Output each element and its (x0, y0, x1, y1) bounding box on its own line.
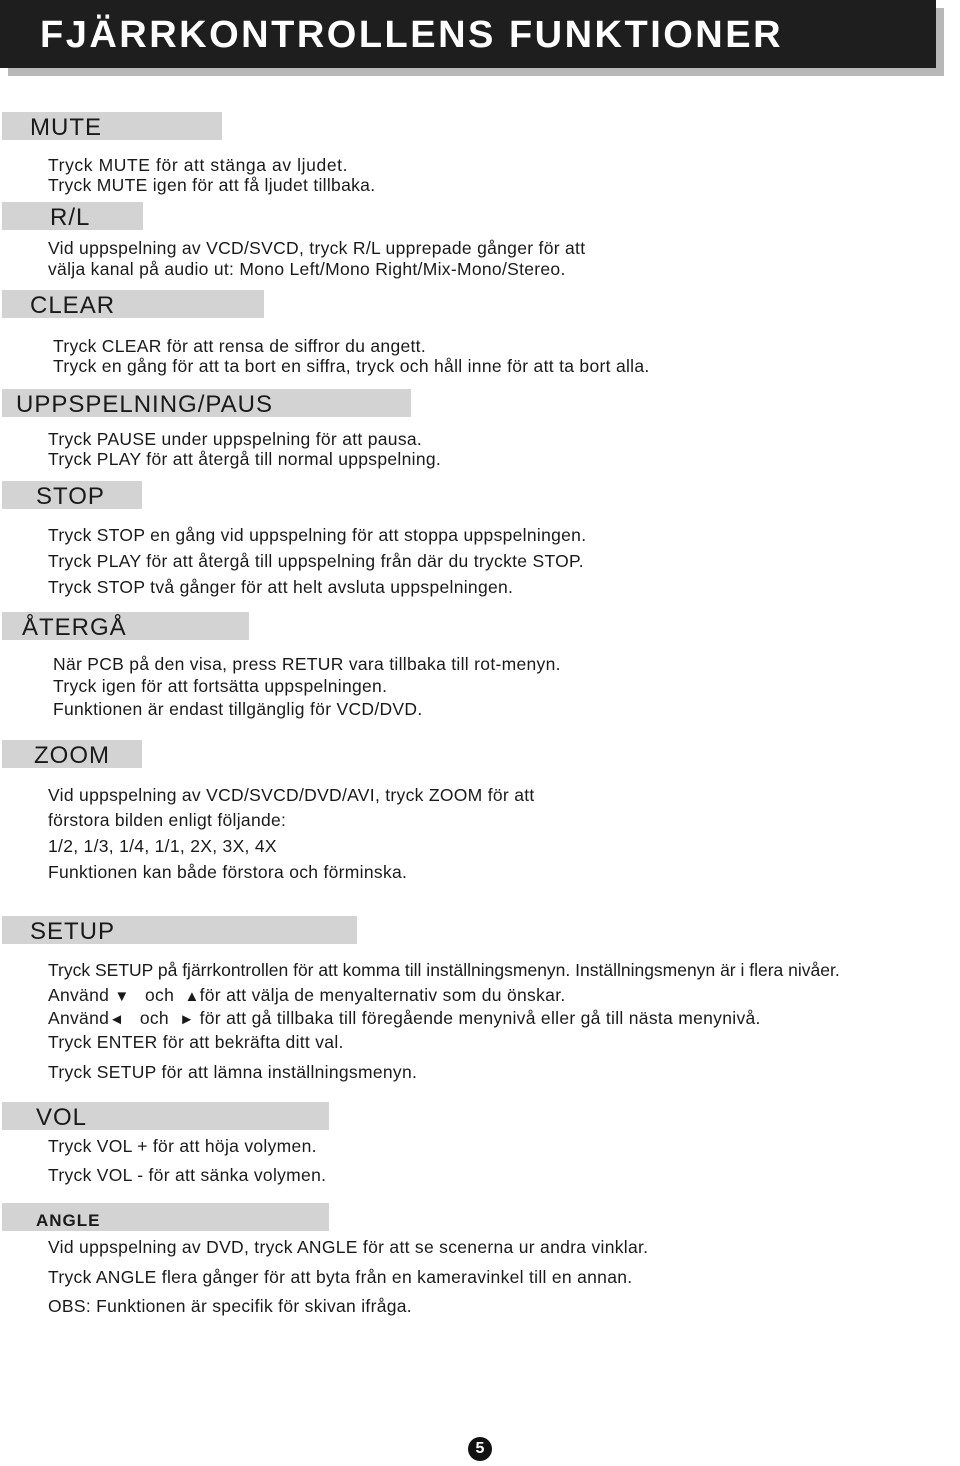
setup-line-3-post: för att gå tillbaka till föregående menynivå eller gå till nästa menynivå. (199, 1008, 761, 1028)
section-heading-rl: R/L (50, 204, 91, 231)
zoom-line-1: Vid uppspelning av VCD/SVCD/DVD/AVI, tryck ZOOM för att (48, 785, 535, 805)
zoom-line-2: förstora bilden enligt följande: (48, 810, 287, 830)
section-heading-clear: CLEAR (30, 292, 116, 319)
section-heading-angle: ANGLE (36, 1211, 101, 1230)
stop-line-2: Tryck PLAY för att återgå till uppspelning från där du tryckte STOP. (48, 551, 584, 571)
pause-line-1: Tryck PAUSE under uppspelning för att pausa. (48, 429, 423, 449)
mute-line-1: Tryck MUTE för att stänga av ljudet. (48, 155, 349, 175)
stop-line-3: Tryck STOP två gånger för att helt avsluta uppspelningen. (48, 577, 514, 597)
setup-line-3-pre: Använd (48, 1008, 110, 1028)
header-banner (0, 0, 936, 68)
down-arrow-icon: ▼ (114, 988, 130, 1005)
setup-line-2-post: för att välja de menyalternativ som du önskar. (199, 985, 566, 1005)
pause-line-2: Tryck PLAY för att återgå till normal uppspelning. (48, 449, 442, 469)
up-arrow-icon: ▲ (184, 988, 200, 1005)
section-heading-vol: VOL (36, 1104, 88, 1131)
page-title: FJÄRRKONTROLLENS FUNKTIONER (40, 14, 784, 56)
rl-line-1: Vid uppspelning av VCD/SVCD, tryck R/L upprepade gånger för att (48, 238, 586, 258)
setup-line-2-mid: och (144, 985, 175, 1005)
page-number: 5 (468, 1437, 492, 1461)
zoom-line-3: 1/2, 1/3, 1/4, 1/1, 2X, 3X, 4X (48, 836, 277, 856)
section-heading-return: ÅTERGÅ (22, 614, 127, 641)
return-line-3: Funktionen är endast tillgänglig för VCD/DVD. (53, 699, 423, 719)
angle-line-3: OBS: Funktionen är specifik för skivan ifråga. (48, 1296, 412, 1316)
section-heading-stop: STOP (36, 483, 105, 510)
return-line-2: Tryck igen för att fortsätta uppspelningen. (53, 676, 388, 696)
return-line-1: När PCB på den visa, press RETUR vara tillbaka till rot-menyn. (53, 654, 561, 674)
mute-line-2: Tryck MUTE igen för att få ljudet tillbaka. (48, 175, 376, 195)
clear-line-1: Tryck CLEAR för att rensa de siffror du angett. (53, 336, 427, 356)
setup-line-5: Tryck SETUP för att lämna inställningsmenyn. (48, 1062, 418, 1082)
section-heading-zoom: ZOOM (34, 742, 110, 769)
setup-line-3 (48, 1008, 761, 1029)
left-arrow-icon: ◄ (109, 1011, 125, 1028)
clear-line-2: Tryck en gång för att ta bort en siffra, tryck och håll inne för att ta bort alla. (53, 356, 650, 376)
section-heading-setup: SETUP (30, 918, 116, 945)
setup-line-3-mid: och (139, 1008, 169, 1028)
vol-line-2: Tryck VOL - för att sänka volymen. (48, 1165, 327, 1185)
stop-line-1: Tryck STOP en gång vid uppspelning för att stoppa uppspelningen. (48, 525, 587, 545)
setup-line-4: Tryck ENTER för att bekräfta ditt val. (48, 1032, 344, 1052)
setup-line-2 (48, 985, 566, 1006)
section-heading-mute: MUTE (30, 114, 102, 141)
vol-line-1: Tryck VOL + för att höja volymen. (48, 1136, 317, 1156)
section-heading-pause: UPPSPELNING/PAUS (16, 391, 273, 418)
rl-line-2: välja kanal på audio ut: Mono Left/Mono Right/Mix-Mono/Stereo. (48, 259, 566, 279)
angle-line-1: Vid uppspelning av DVD, tryck ANGLE för att se scenerna ur andra vinklar. (48, 1237, 649, 1257)
zoom-line-4: Funktionen kan både förstora och förminska. (48, 862, 408, 882)
angle-line-2: Tryck ANGLE flera gånger för att byta från en kameravinkel till en annan. (48, 1267, 633, 1287)
right-arrow-icon: ► (179, 1011, 195, 1028)
setup-line-1: Tryck SETUP på fjärrkontrollen för att komma till inställningsmenyn. Inställningsmenyn är i flera nivåer. (48, 960, 840, 980)
setup-line-2-pre: Använd (48, 985, 110, 1005)
